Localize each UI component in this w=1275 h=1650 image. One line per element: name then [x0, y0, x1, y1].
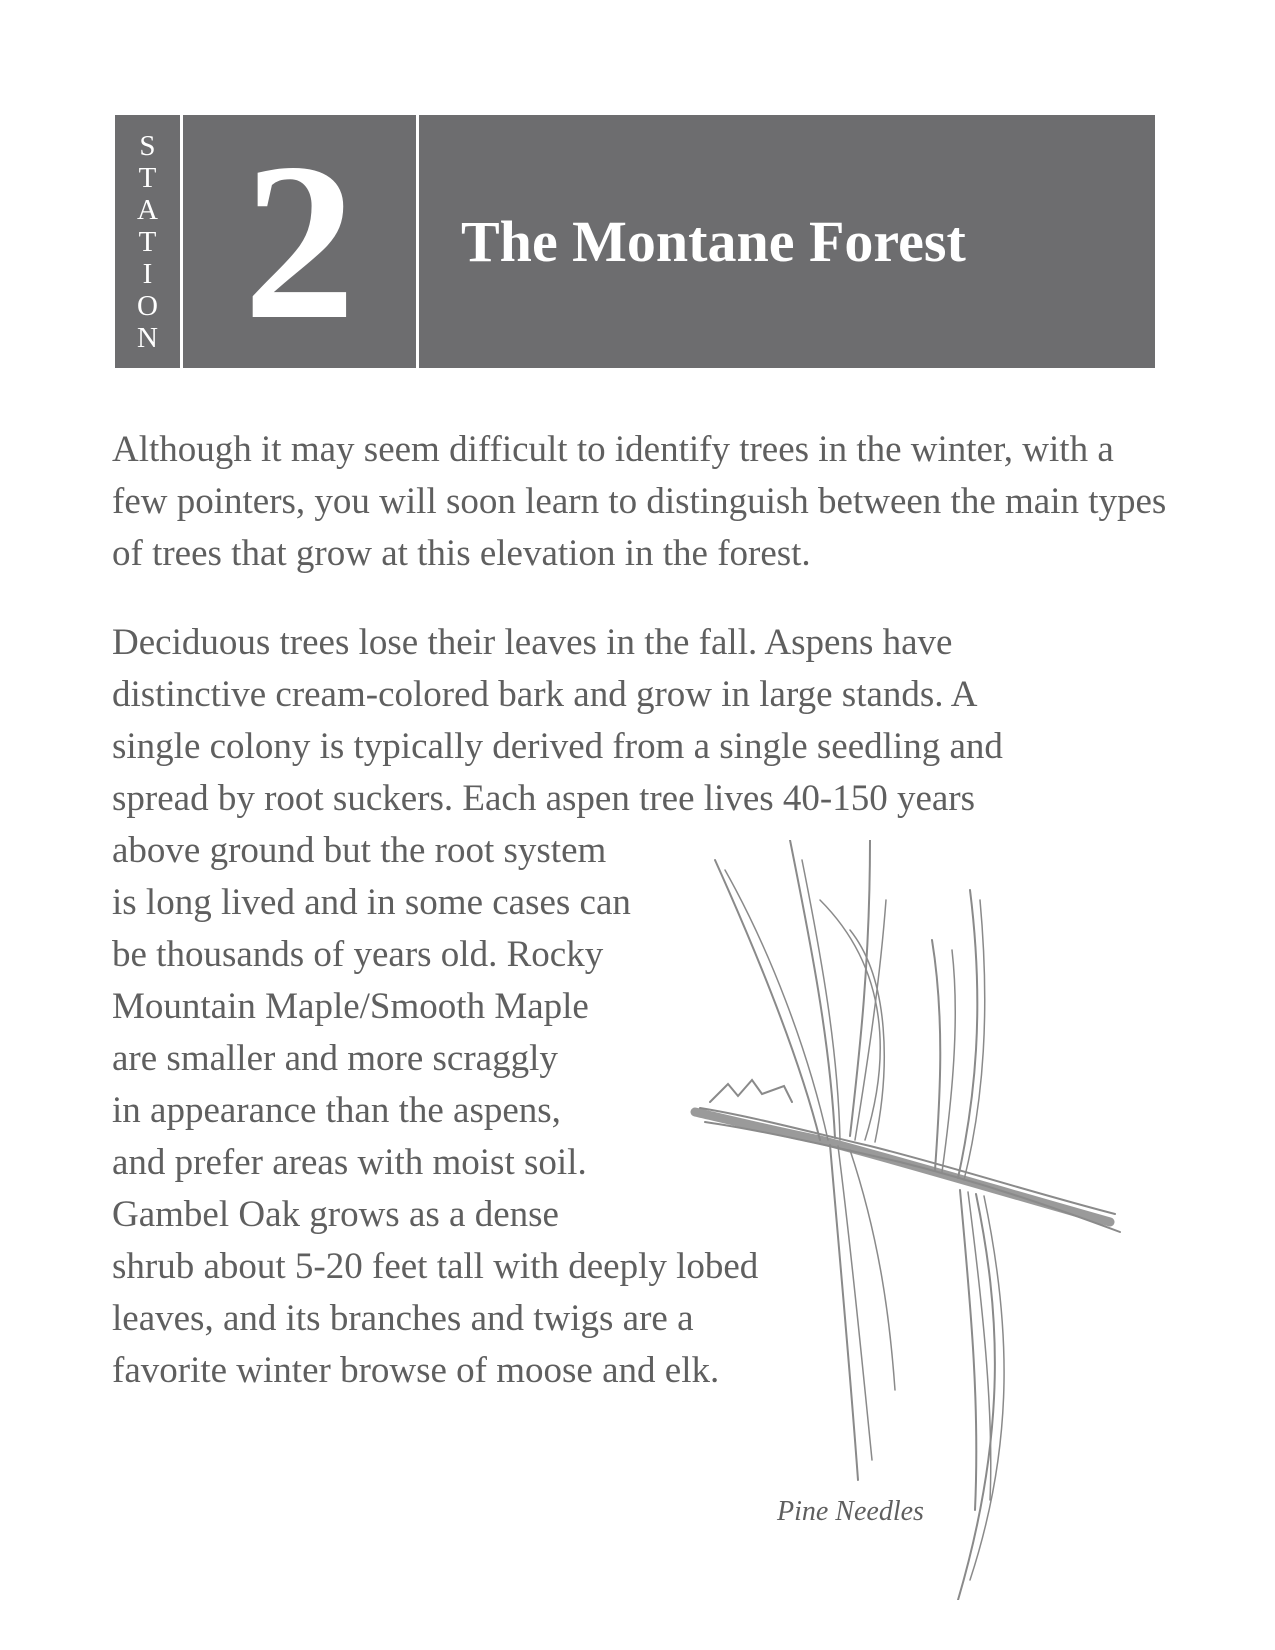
paragraph-line: spread by root suckers. Each aspen tree lives 40-150 years [112, 778, 976, 819]
station-number: 2 [243, 116, 356, 366]
paragraph-line: favorite winter browse of moose and elk. [112, 1350, 720, 1391]
station-letter: T [138, 225, 157, 258]
paragraph-line: be thousands of years old. Rocky [112, 934, 604, 975]
station-letter: O [137, 289, 158, 322]
page-title: The Montane Forest [461, 209, 966, 274]
paragraph-line: Mountain Maple/Smooth Maple [112, 986, 589, 1027]
paragraph-line: Deciduous trees lose their leaves in the fall. Aspens have [112, 622, 953, 663]
paragraph-line: and prefer areas with moist soil. [112, 1142, 587, 1183]
station-header [115, 115, 1155, 368]
station-letter: I [142, 257, 153, 290]
station-letter: A [137, 193, 158, 226]
paragraph-line: single colony is typically derived from a single seedling and [112, 726, 1003, 767]
station-label [115, 115, 180, 368]
paragraph-line: are smaller and more scraggly [112, 1038, 558, 1079]
station-letter: T [138, 161, 157, 194]
paragraph-line: above ground but the root system [112, 830, 607, 871]
station-letter: N [137, 321, 158, 354]
pine-needles-sketch-icon [690, 840, 1190, 1600]
paragraph-line: in appearance than the aspens, [112, 1090, 561, 1131]
station-letter: S [139, 129, 156, 162]
paragraph-line: shrub about 5-20 feet tall with deeply lobed [112, 1246, 759, 1287]
paragraph-line: Gambel Oak grows as a dense [112, 1194, 559, 1235]
paragraph-line: leaves, and its branches and twigs are a [112, 1298, 694, 1339]
illustration-caption: Pine Needles [777, 1496, 924, 1527]
intro-paragraph: Although it may seem difficult to identify trees in the winter, with a few pointers, you will soon learn to distinguish between the main types of trees that grow at this elevation in the forest. [112, 429, 1167, 574]
paragraph-line: distinctive cream-colored bark and grow in large stands. A [112, 674, 978, 715]
paragraph-line: is long lived and in some cases can [112, 882, 631, 923]
